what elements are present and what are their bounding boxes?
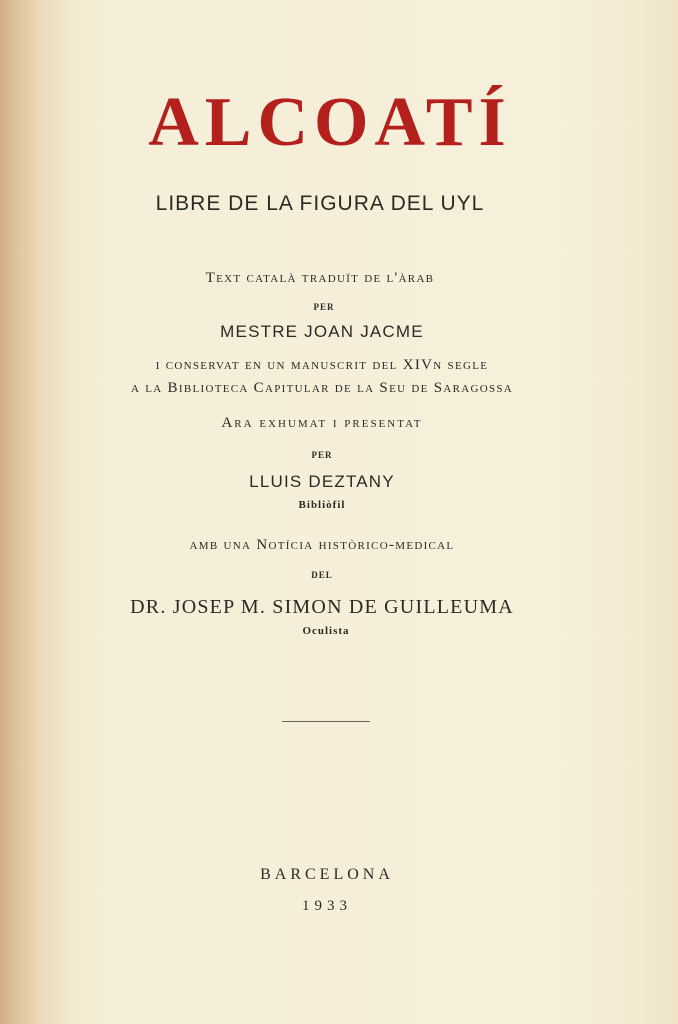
per-label-2: PER: [311, 450, 333, 460]
imprint-city: BARCELONA: [260, 866, 394, 883]
editor-name: LLUIS DEZTANY: [249, 472, 395, 491]
imprint-year: 1933: [302, 898, 352, 914]
per-label-1: PER: [313, 302, 335, 312]
editor-role: Bibliòfil: [298, 499, 346, 511]
doctor-role: Oculista: [302, 625, 350, 637]
translation-note: Text català traduït de l'àrab: [205, 270, 435, 286]
exhumation-note: Ara exhumat i presentat: [221, 415, 423, 431]
manuscript-note: i conservat en un manuscrit del XIVn segle: [155, 357, 489, 373]
del-label: DEL: [311, 570, 333, 580]
library-note: a la Biblioteca Capitular de la Seu de Saragossa: [130, 380, 514, 396]
doctor-name: DR. JOSEP M. SIMON DE GUILLEUMA: [130, 596, 514, 618]
book-title: ALCOATÍ: [148, 84, 512, 161]
translator-name: MESTRE JOAN JACME: [220, 322, 424, 341]
decorative-rule: [282, 721, 370, 722]
medical-note: amb una Notícia històrico-medical: [189, 537, 455, 553]
book-subtitle: LIBRE DE LA FIGURA DEL UYL: [155, 192, 485, 215]
